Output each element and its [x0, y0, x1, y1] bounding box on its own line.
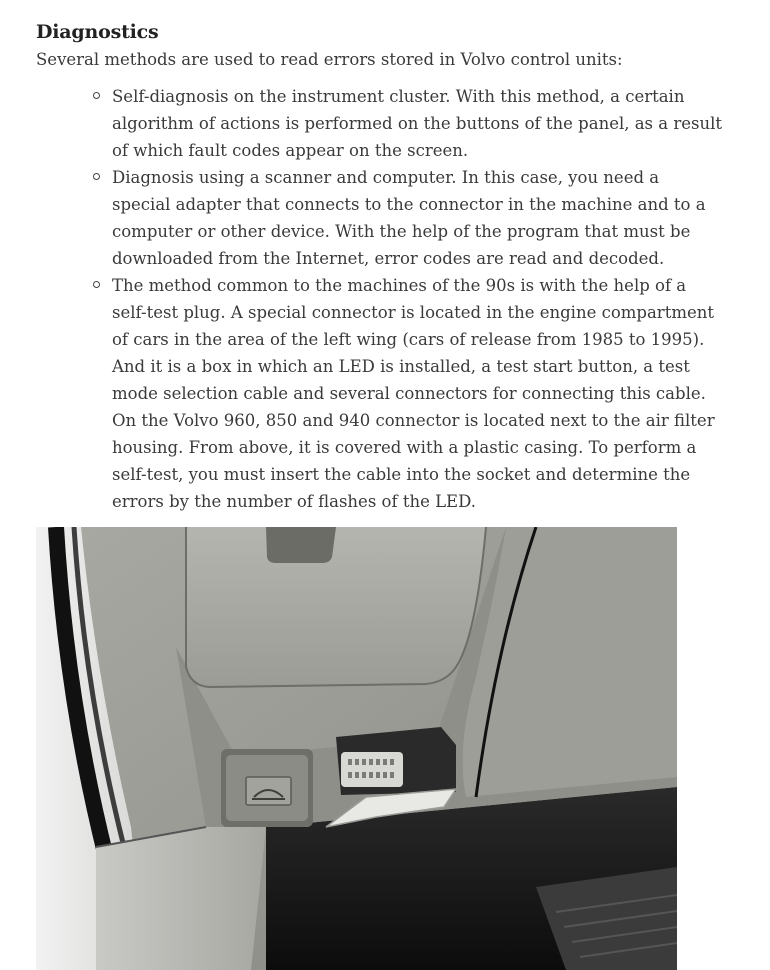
methods-list [36, 83, 736, 515]
circle-bullet-icon [93, 173, 100, 180]
list-item-text: Self-diagnosis on the instrument cluster. With this method, a certain algorithm of actions is performed on the buttons of the panel, as a result of which fault codes appear on the screen. [112, 87, 723, 160]
list-item [112, 272, 722, 515]
list-item-text: The method common to the machines of the 90s is with the help of a self-test plug. A special connector is located in the engine compartment of cars in the area of the left wing (cars of release from 1985 to 1995). And it is a box in which an LED is installed, a test start button, a test mode selection cable and several connectors for connecting this cable. On the Volvo 960, 850 and 940 connector is located next to the air filter housing. From above, it is covered with a plastic casing. To perform a self-test, you must insert the cable into the socket and determine the errors by the number of flashes of the LED. [112, 276, 715, 511]
list-item-text: Diagnosis using a scanner and computer. In this case, you need a special adapter that connects to the connector in the machine and to a computer or other device. With the help of the program that must be downloaded from the Internet, error codes are read and decoded. [112, 168, 706, 268]
list-item [112, 164, 722, 272]
circle-bullet-icon [93, 281, 100, 288]
article-content [36, 18, 736, 515]
section-heading: Diagnostics [36, 21, 159, 43]
obd-connector-illustration [36, 527, 677, 970]
dashboard-photo [36, 527, 677, 970]
list-item [112, 83, 722, 164]
circle-bullet-icon [93, 92, 100, 99]
intro-paragraph: Several methods are used to read errors stored in Volvo control units: [36, 50, 623, 69]
